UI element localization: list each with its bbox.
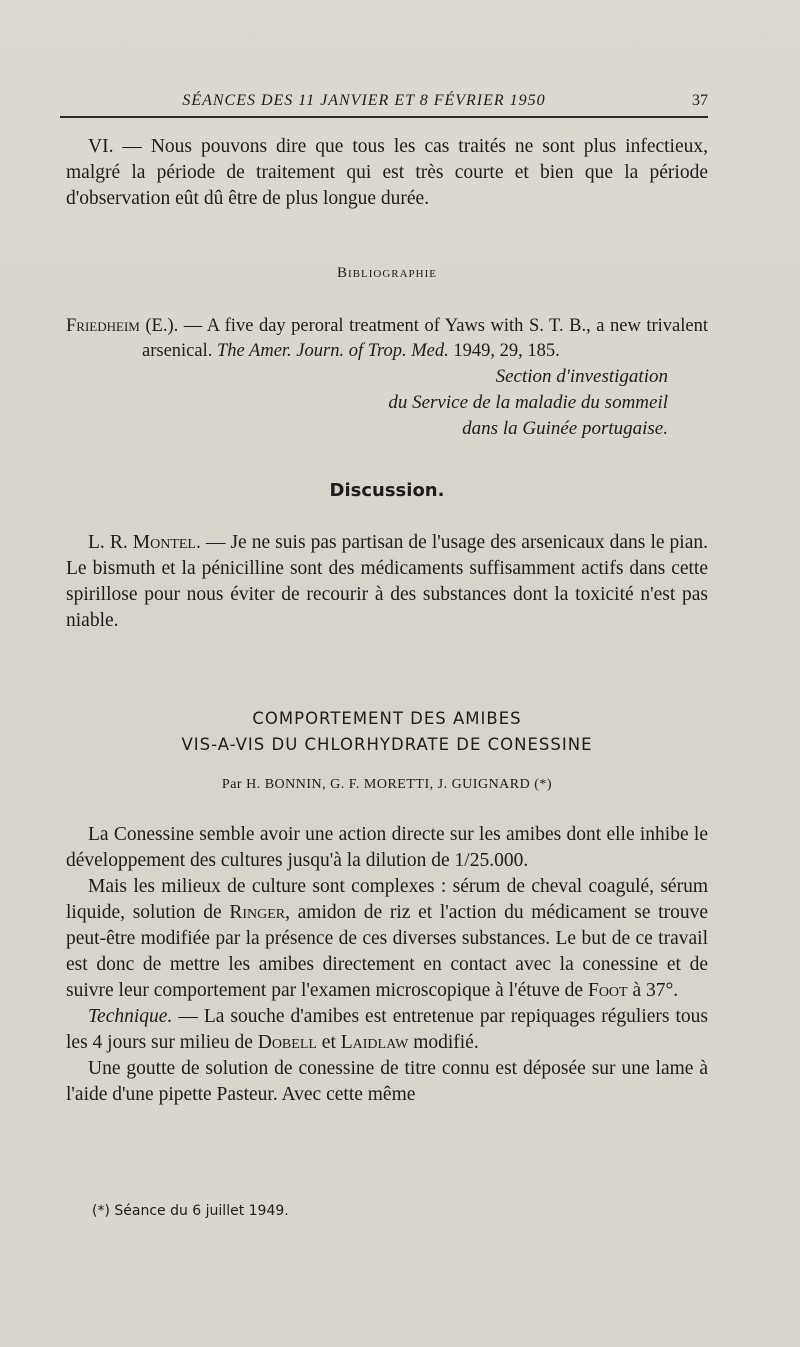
article-title-line-1: COMPORTEMENT DES AMIBES: [252, 709, 522, 728]
p2-text-a: Mais les milieux de culture sont complexes : sérum de cheval coagulé, sérum liquide, solution de: [66, 876, 708, 923]
article-authors: Par H. BONNIN, G. F. MORETTI, J. GUIGNARD (*): [221, 777, 553, 792]
paragraph-vi: VI. — Nous pouvons dire que tous les cas traités ne sont plus infectieux, malgré la période de traitement qui est très courte et bien que la période d'observation eût dû être de plus longue durée.: [66, 136, 708, 209]
p2-text-b: , amidon de riz et l'action du médicament se trouve peut-être modifiée par la présence de ces diverses substances. Le but de ce travail est donc de mettre les amibes directement en contact avec la conessine et de suivre leur comportement par l'examen microscopique à l'étuve de: [66, 902, 709, 1001]
paragraph-3: [66, 1004, 708, 1056]
discussion-text: — Je ne suis pas partisan de l'usage des arsenicaux dans le pian. Le bismuth et la pénicilline sont des médicaments suffisamment actifs dans cette spirillose pour nous éviter de recourir à des substances dont la toxicité n'est pas niable.: [66, 532, 709, 631]
signature-block: [66, 364, 708, 442]
discussion-heading: Discussion.: [329, 480, 445, 501]
paragraph-1: La Conessine semble avoir une action directe sur les amibes dont elle inhibe le développement des cultures jusqu'à la dilution de 1/25.000.: [66, 824, 708, 871]
signature-line-2: du Service de la maladie du sommeil: [388, 392, 668, 413]
page-number: 37: [692, 92, 708, 109]
article-title-line-2: VIS-A-VIS DU CHLORHYDRATE DE CONESSINE: [181, 735, 593, 754]
bibliography-reference: [66, 314, 708, 364]
signature-line-1: Section d'investigation: [495, 366, 668, 387]
p3-et: et: [316, 1032, 341, 1053]
bibliography-heading: Bibliographie: [337, 265, 437, 281]
article-title: [66, 706, 708, 758]
header-title: SÉANCES DES 11 JANVIER ET 8 FÉVRIER 1950: [182, 92, 546, 109]
p3-text-a: — La souche d'amibes est entretenue par repiquages réguliers tous les 4 jours sur milieu de: [66, 1006, 708, 1053]
discussion-paragraph: [66, 530, 708, 634]
paragraph-4: Une goutte de solution de conessine de titre connu est déposée sur une lame à l'aide d'une pipette Pasteur. Avec cette même: [66, 1058, 708, 1105]
discussion-author: L. R. Montel.: [88, 532, 201, 553]
ref-journal: The Amer. Journ. of Trop. Med.: [217, 341, 449, 361]
paragraph-2: [66, 874, 708, 1004]
ref-text: (E.). — A five day peroral treatment of Yaws with S. T. B., a new trivalent arsenical.: [139, 316, 708, 361]
p3-laidlaw: Laidlaw: [340, 1032, 409, 1053]
p3-dobell: Dobell: [257, 1032, 317, 1053]
p2-foot: Foot: [587, 980, 628, 1001]
signature-line-3: dans la Guinée portugaise.: [462, 418, 668, 439]
footnote: (*) Séance du 6 juillet 1949.: [92, 1203, 289, 1219]
p3-text-b: modifié.: [408, 1032, 479, 1053]
ref-author: Friedheim: [66, 316, 140, 336]
page-body: [66, 134, 708, 1108]
p3-label: Technique.: [88, 1006, 173, 1027]
running-header: [60, 88, 708, 118]
p2-text-c: à 37°.: [627, 980, 679, 1001]
ref-year: 1949, 29, 185.: [448, 341, 560, 361]
p2-ringer: Ringer: [229, 902, 286, 923]
